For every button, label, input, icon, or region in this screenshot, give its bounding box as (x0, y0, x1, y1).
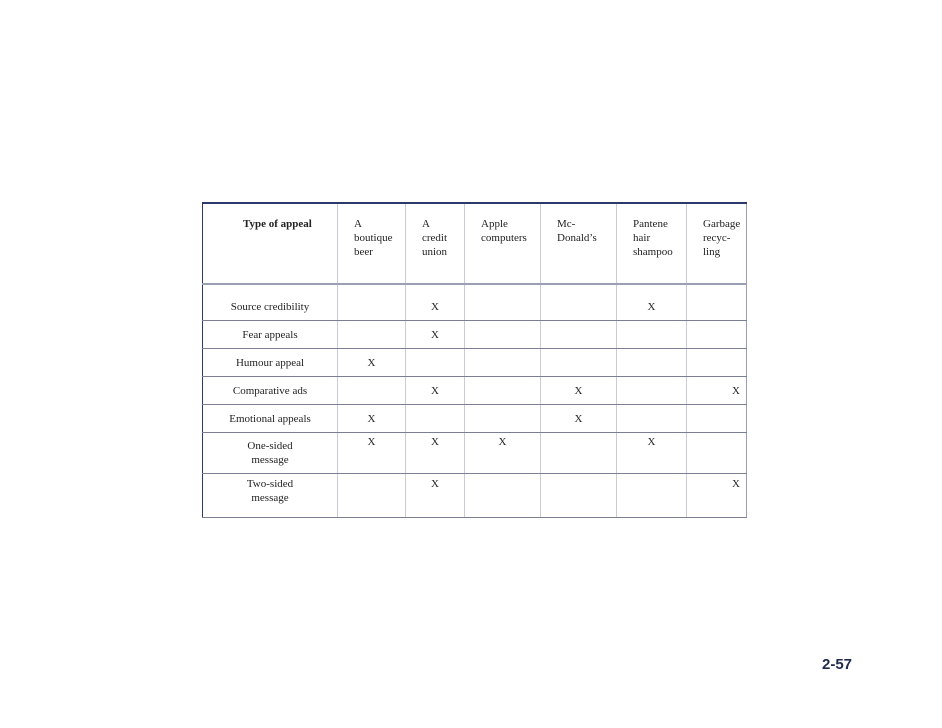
appeal-label: Fear appeals (203, 321, 338, 349)
table-cell (541, 474, 617, 518)
spacer-cell (203, 284, 338, 293)
table-cell (617, 321, 687, 349)
header-boutique-beer: A boutique beer (338, 203, 406, 284)
table-cell (465, 474, 541, 518)
slide-number: 2-57 (822, 656, 853, 673)
table-cell (687, 349, 747, 377)
appeal-label: Comparative ads (203, 377, 338, 405)
table-cell: X (338, 405, 406, 433)
table-cell (465, 349, 541, 377)
table-row (203, 321, 747, 349)
table-row (203, 405, 747, 433)
table-cell: X (406, 293, 465, 321)
table-cell: X (465, 433, 541, 474)
spacer-cell (406, 284, 465, 293)
table-row (203, 349, 747, 377)
header-garbage-recycling: Garbage recyc- ling (687, 203, 747, 284)
table-cell (541, 349, 617, 377)
table-cell (406, 405, 465, 433)
table-cell (541, 293, 617, 321)
table-cell (338, 474, 406, 518)
table-cell (338, 293, 406, 321)
table-cell: X (406, 433, 465, 474)
header-pantene: Pantene hair shampoo (617, 203, 687, 284)
header-type-of-appeal: Type of appeal (203, 203, 338, 284)
table-cell (541, 321, 617, 349)
spacer-cell (338, 284, 406, 293)
spacer-cell (687, 284, 747, 293)
table-cell: X (617, 293, 687, 321)
table-cell: X (406, 377, 465, 405)
table-cell (617, 405, 687, 433)
table-cell (687, 321, 747, 349)
table-cell (338, 321, 406, 349)
header-apple-computers: Apple computers (465, 203, 541, 284)
table-row (203, 293, 747, 321)
table-cell: X (406, 474, 465, 518)
appeal-table (202, 202, 747, 518)
appeal-label: Humour appeal (203, 349, 338, 377)
appeal-label: One-sided message (203, 433, 338, 474)
table-cell (465, 321, 541, 349)
table-cell (617, 474, 687, 518)
table-cell (687, 433, 747, 474)
table-row (203, 377, 747, 405)
spacer-cell (541, 284, 617, 293)
table-cell (465, 377, 541, 405)
appeal-label: Two-sided message (203, 474, 338, 518)
table-row (203, 433, 747, 474)
table-cell (465, 293, 541, 321)
table-cell (617, 349, 687, 377)
appeal-label: Source credibility (203, 293, 338, 321)
table-cell: X (338, 433, 406, 474)
appeal-label: Emotional appeals (203, 405, 338, 433)
table-cell (687, 293, 747, 321)
table-cell (406, 349, 465, 377)
header-mcdonalds: Mc- Donald’s (541, 203, 617, 284)
spacer-cell (617, 284, 687, 293)
table-cell: X (687, 377, 747, 405)
table-cell: X (617, 433, 687, 474)
table-cell (617, 377, 687, 405)
header-row (203, 203, 747, 284)
table-row (203, 474, 747, 518)
table-cell (338, 377, 406, 405)
table-cell: X (541, 377, 617, 405)
spacer-row (203, 284, 747, 293)
table-cell: X (338, 349, 406, 377)
table-cell: X (541, 405, 617, 433)
table-cell (541, 433, 617, 474)
header-credit-union: A credit union (406, 203, 465, 284)
table-cell (465, 405, 541, 433)
table-cell: X (406, 321, 465, 349)
spacer-cell (465, 284, 541, 293)
table-cell: X (687, 474, 747, 518)
table-cell (687, 405, 747, 433)
